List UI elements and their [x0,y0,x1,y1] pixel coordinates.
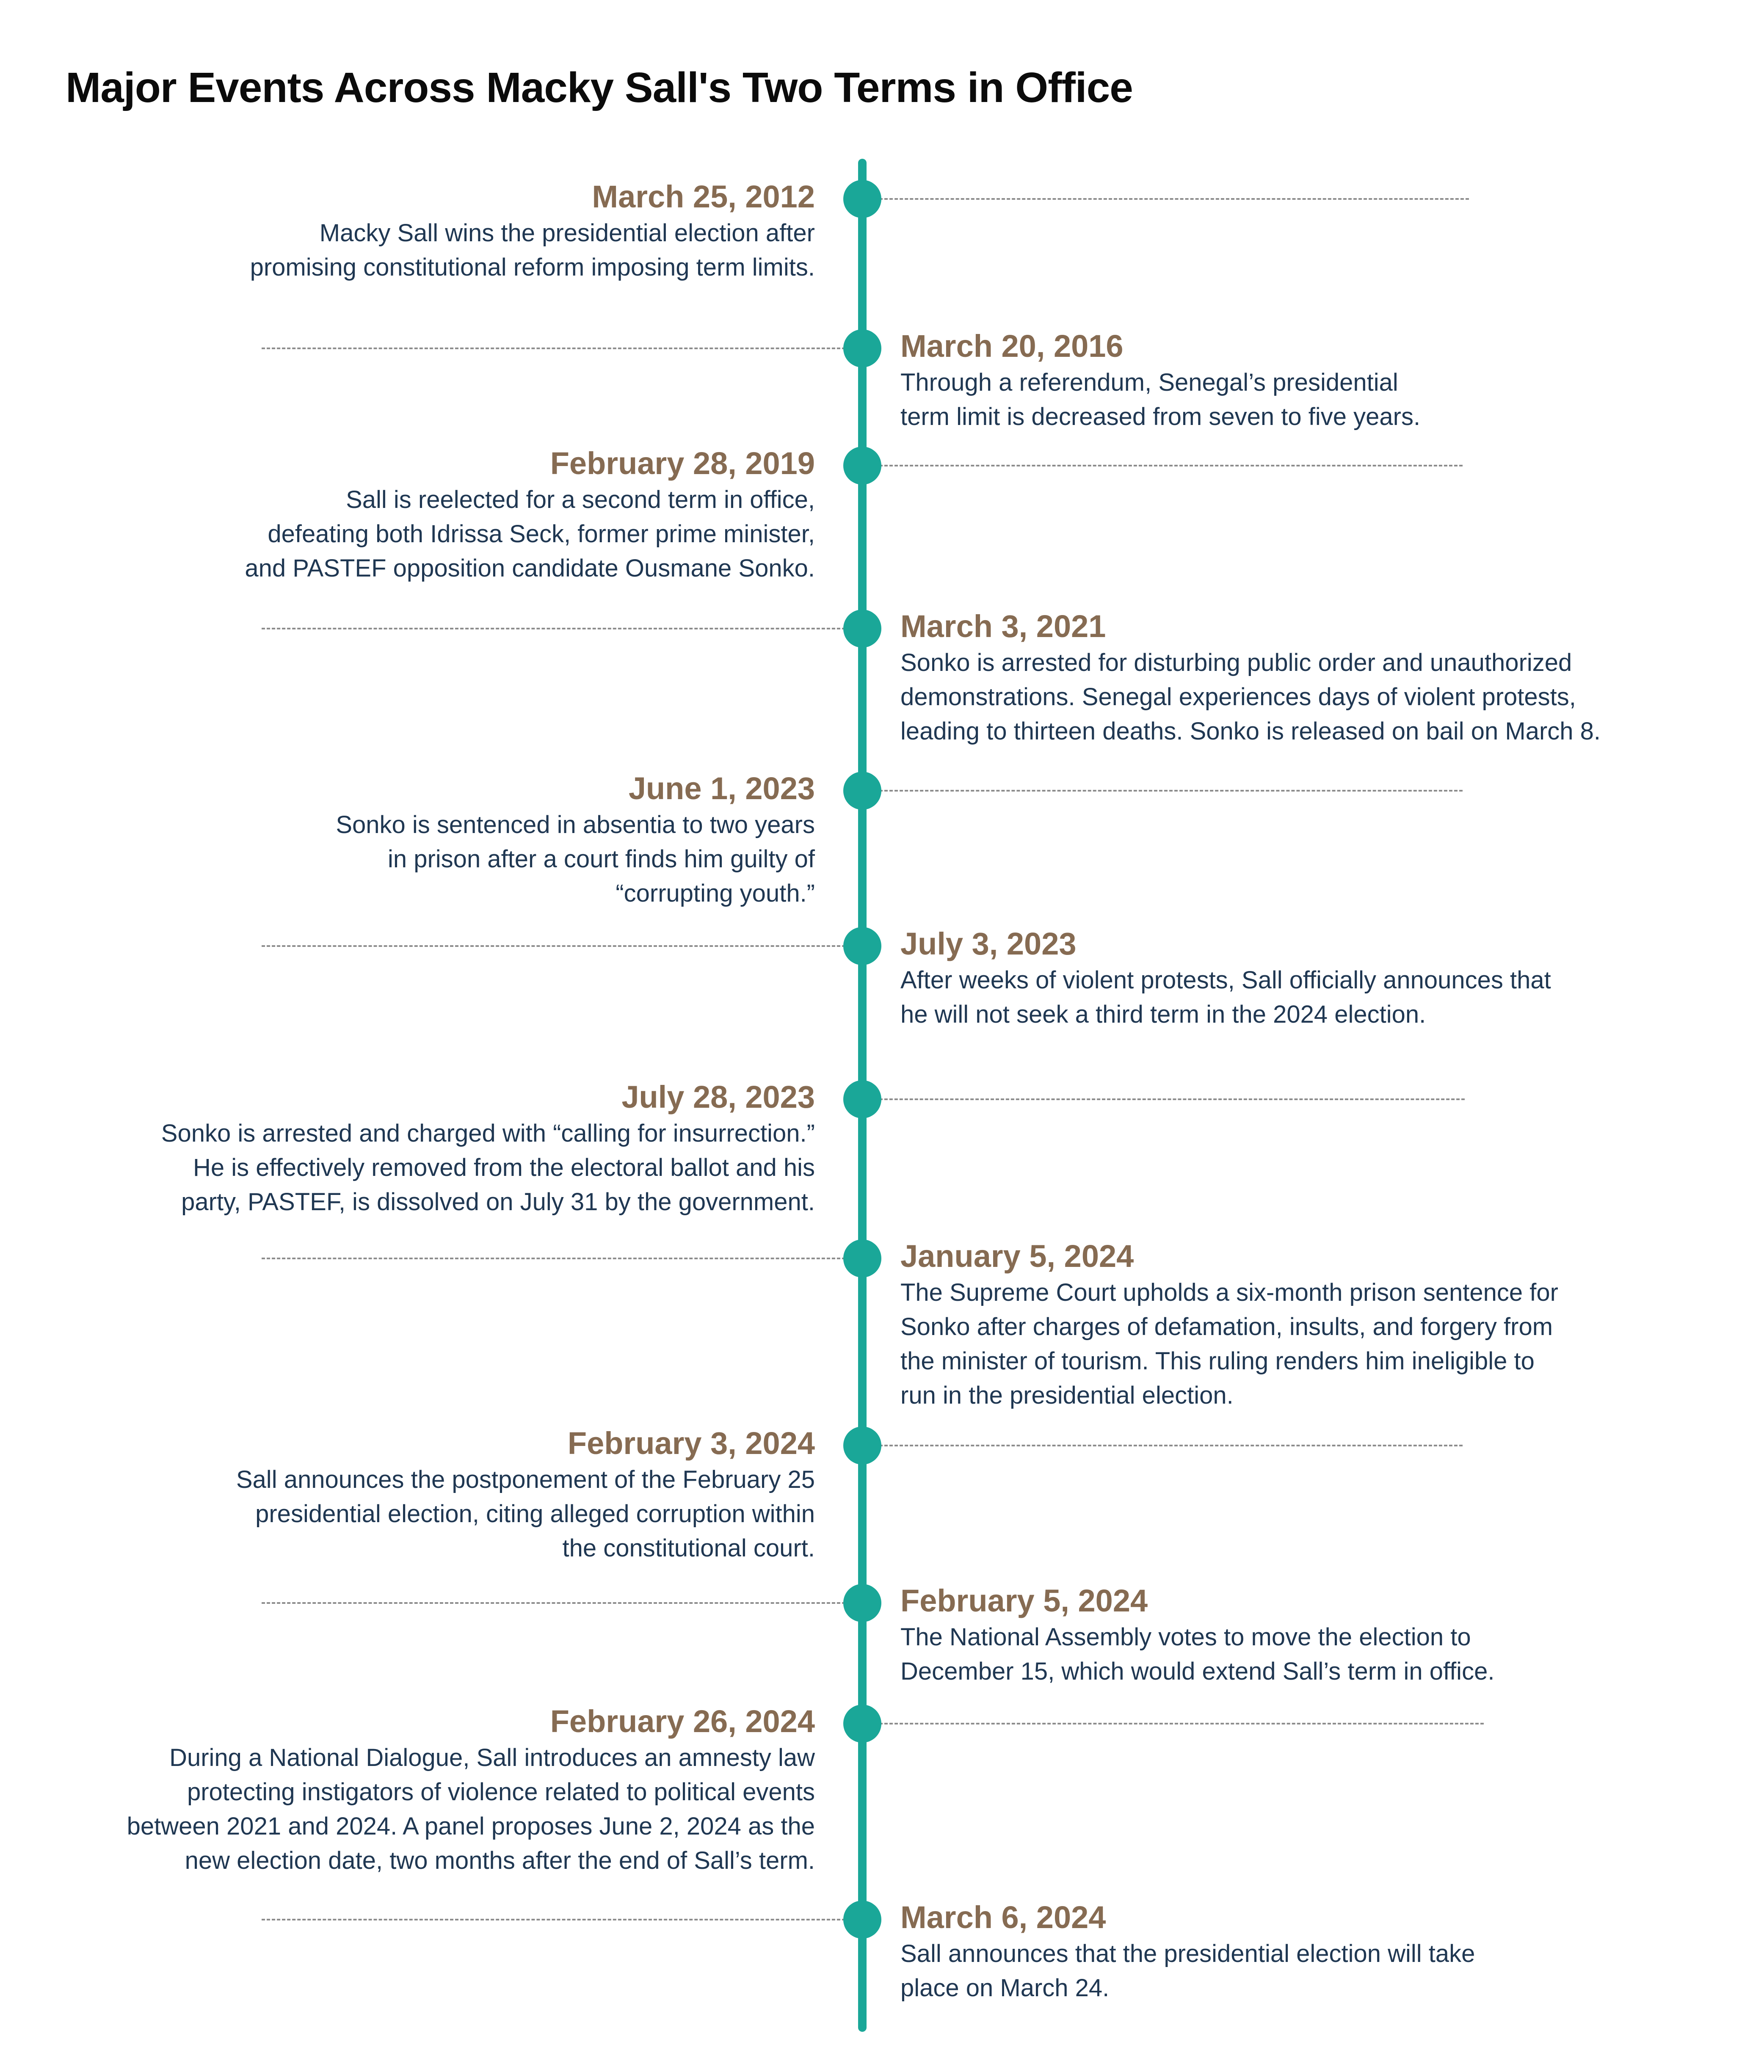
timeline-event [900,327,1420,434]
dashed-connector [262,1602,845,1604]
event-marker [843,1080,881,1118]
event-description: The National Assembly votes to move the election to December 15, which would extend Sall’s term in office. [900,1623,1495,1685]
timeline-event [900,607,1601,748]
event-date: June 1, 2023 [628,771,815,806]
event-description: Through a referendum, Senegal’s presidential term limit is decreased from seven to five years. [900,369,1421,430]
timeline-event [250,178,815,284]
event-date: February 5, 2024 [900,1583,1148,1618]
event-marker [843,927,881,965]
event-marker [843,180,881,218]
dashed-connector [879,1098,1465,1100]
timeline-event [900,1898,1475,2005]
dashed-connector [262,1258,845,1259]
timeline-event [900,1237,1558,1413]
dashed-connector [879,1723,1484,1724]
dashed-connector [262,348,845,349]
event-description: Sonko is arrested and charged with “calling for insurrection.” He is effectively removed from the electoral ballot and his party, PASTEF, is dissolved on July 31 by the government. [161,1120,815,1216]
event-marker [843,1239,881,1277]
event-date: February 26, 2024 [550,1704,815,1739]
event-date: February 28, 2019 [550,446,815,481]
event-description: Sall is reelected for a second term in office, defeating both Idrissa Seck, former prime minister, and PASTEF opposition candidate Ousmane Sonko. [245,486,815,582]
event-marker [843,1901,881,1939]
event-marker [843,610,881,648]
chart-title: Major Events Across Macky Sall's Two Terms in Office [66,64,1133,111]
event-date: March 6, 2024 [900,1900,1106,1935]
event-description: Sall announces that the presidential election will take place on March 24. [900,1940,1475,2002]
timeline-event [245,444,815,585]
event-description: Sonko is sentenced in absentia to two years in prison after a court finds him guilty of “corrupting youth.” [336,811,815,907]
timeline-event [127,1702,815,1878]
event-marker [843,772,881,810]
timeline-event [900,1582,1494,1689]
event-marker [843,1426,881,1465]
event-marker [843,1584,881,1622]
dashed-connector [879,465,1463,466]
event-date: July 28, 2023 [621,1079,815,1115]
timeline-event [236,1424,815,1565]
event-description: Sall announces the postponement of the February 25 presidential election, citing alleged corruption within the constitutional court. [236,1466,815,1562]
event-description: Sonko is arrested for disturbing public order and unauthorized demonstrations. Senegal experiences days of violent protests, leading to thirteen deaths. Sonko is released on bail on March 8. [900,649,1601,745]
dashed-connector [262,1919,845,1920]
event-description: Macky Sall wins the presidential election after promising constitutional reform imposing term limits. [250,219,815,281]
event-date: March 3, 2021 [900,609,1106,644]
dashed-connector [879,1445,1463,1446]
event-description: The Supreme Court upholds a six-month prison sentence for Sonko after charges of defamation, insults, and forgery from the minister of tourism. This ruling renders him ineligible to run in the presidential election. [900,1279,1558,1409]
event-description: After weeks of violent protests, Sall officially announces that he will not seek a third term in the 2024 election. [900,966,1551,1028]
event-date: July 3, 2023 [900,926,1077,961]
dashed-connector [262,945,845,947]
event-date: January 5, 2024 [900,1239,1134,1274]
dashed-connector [262,628,845,629]
timeline-event [900,925,1551,1032]
event-marker [843,329,881,367]
event-marker [843,1705,881,1743]
event-description: During a National Dialogue, Sall introduces an amnesty law protecting instigators of violence related to political events between 2021 and 2024. A panel proposes June 2, 2024 as the new election date, two months after the end of Sall’s term. [127,1744,815,1874]
dashed-connector [879,790,1463,792]
timeline-event [161,1078,815,1219]
event-date: March 20, 2016 [900,328,1124,364]
event-date: March 25, 2012 [592,179,815,214]
event-marker [843,447,881,485]
timeline-event [336,770,815,910]
event-date: February 3, 2024 [567,1426,815,1461]
dashed-connector [879,198,1469,200]
